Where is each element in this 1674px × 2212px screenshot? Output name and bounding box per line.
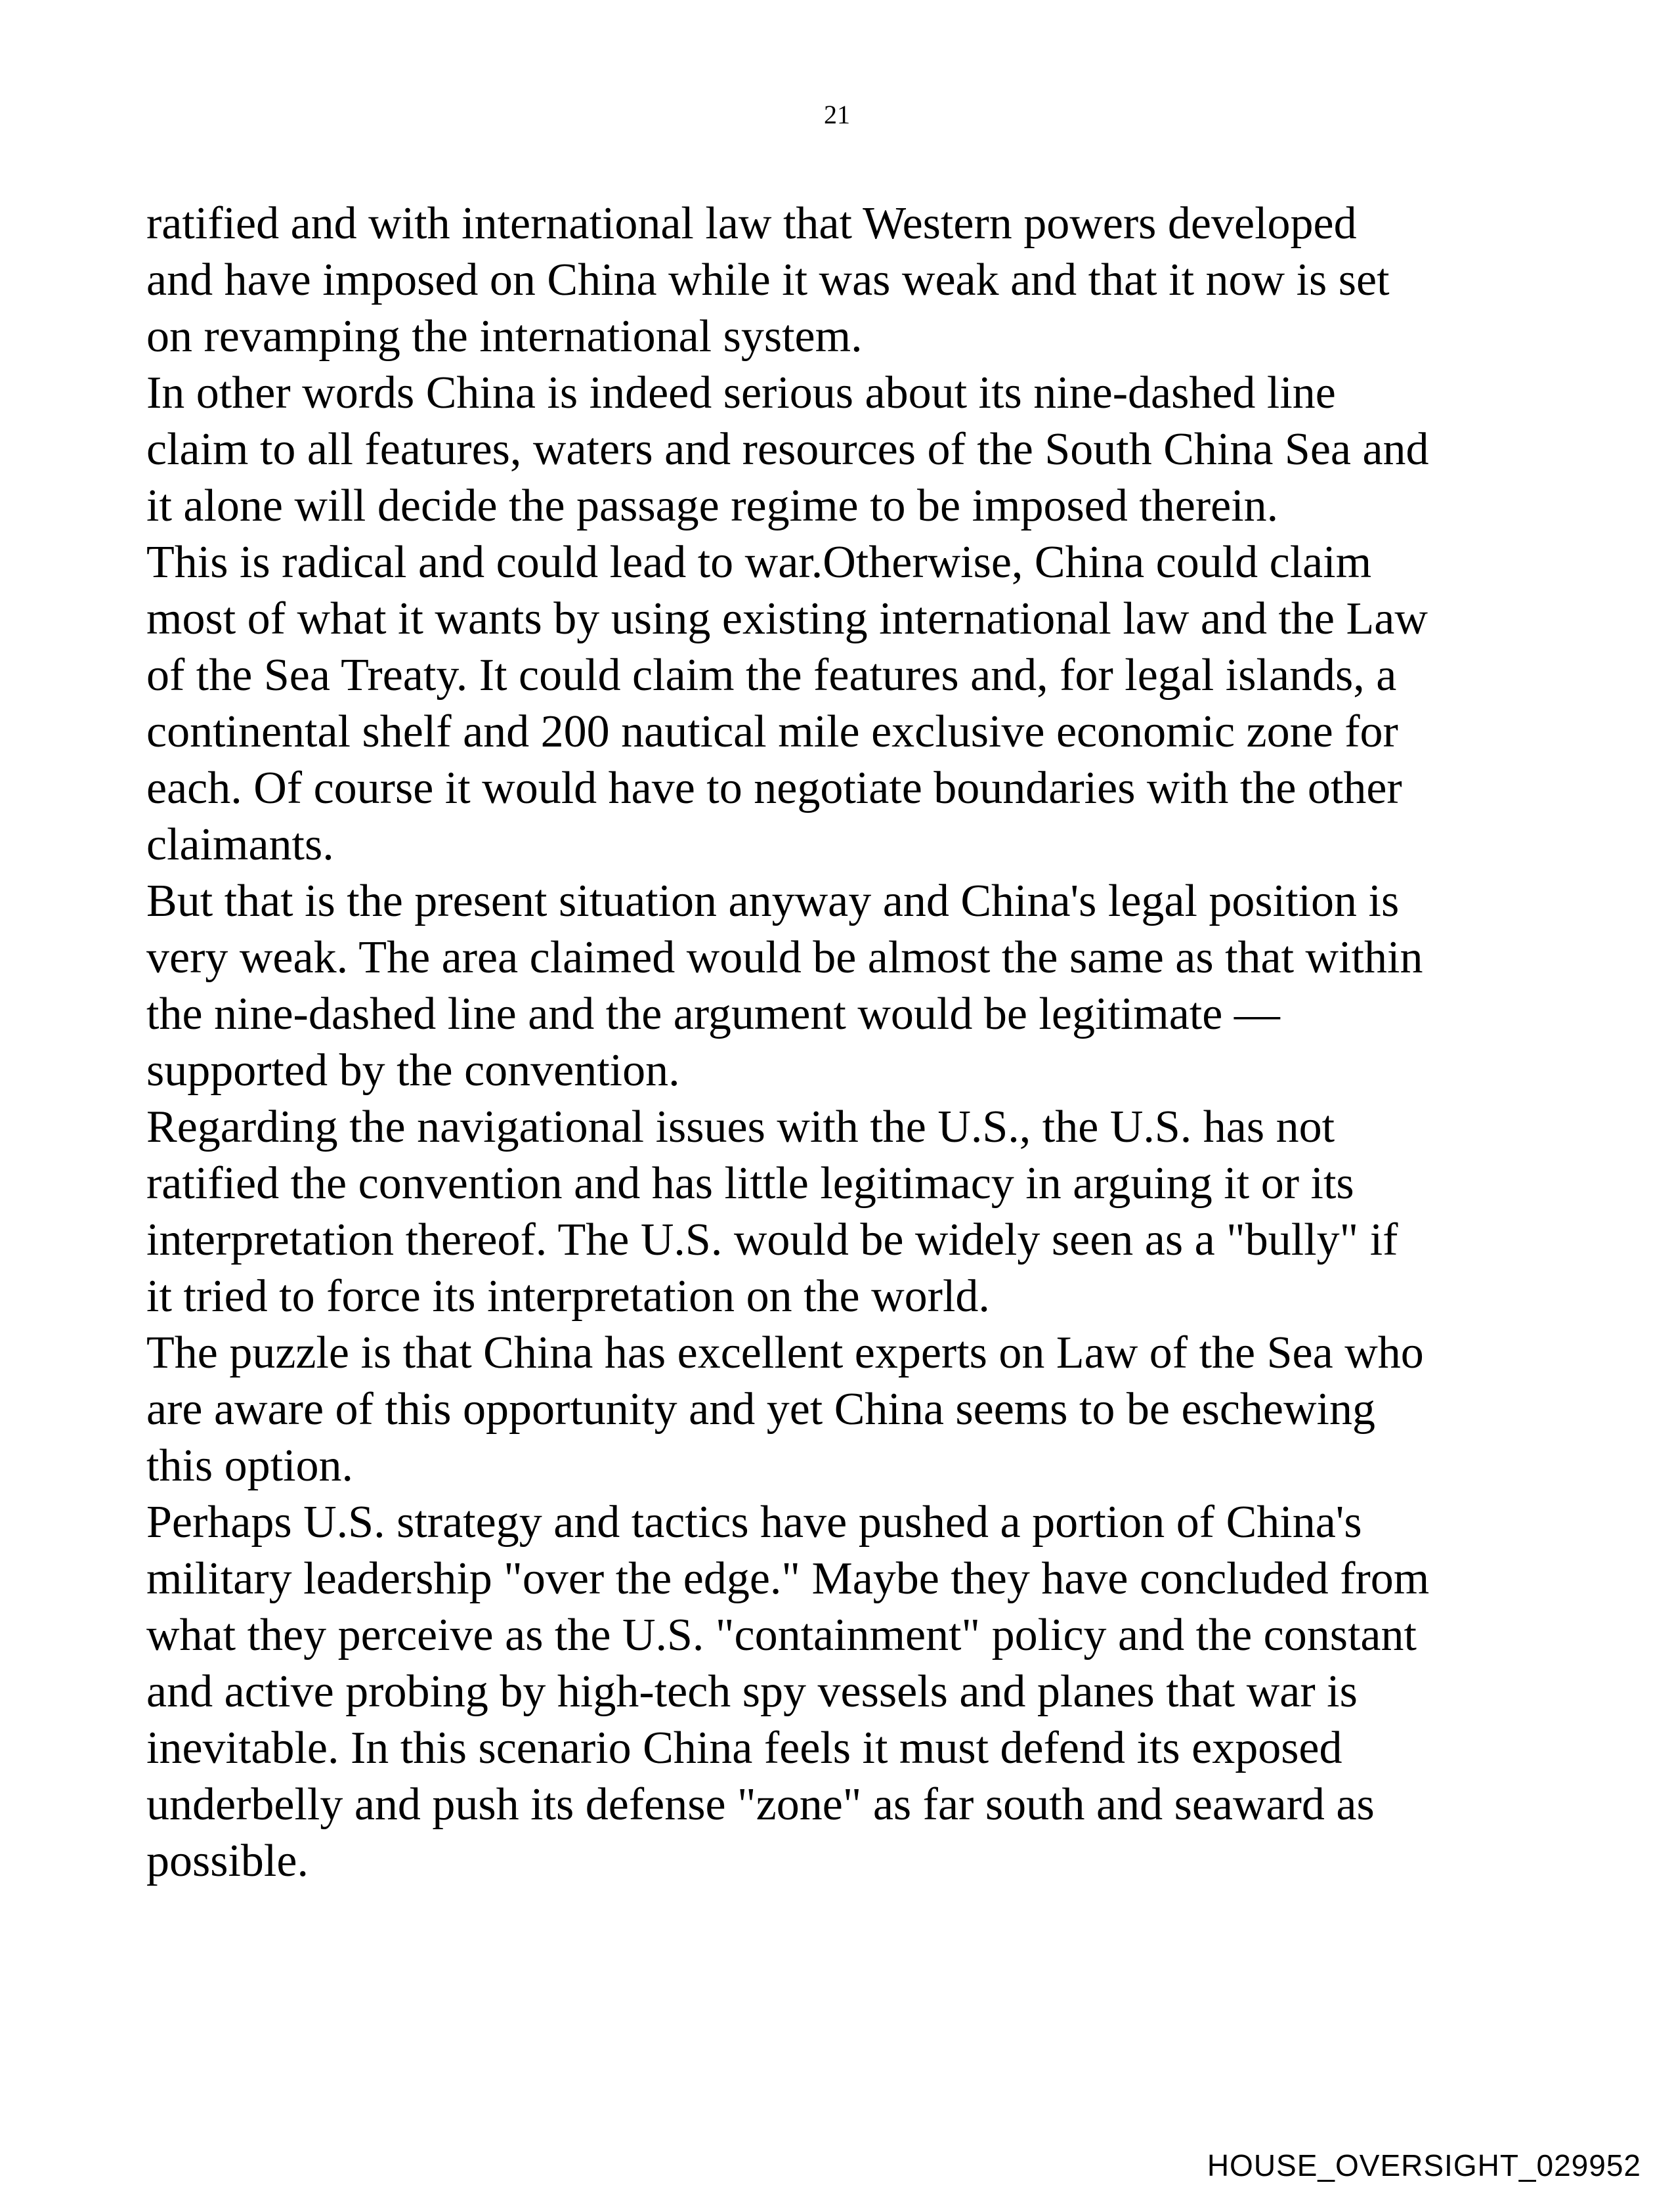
page-number: 21 — [824, 100, 850, 129]
paragraph: But that is the present situation anyway and China's legal position is very weak. The area claimed would be almost the same as that within the nine-dashed line and the argument would be legitimate — supported by the convention. — [146, 876, 1423, 1096]
paragraph: Perhaps U.S. strategy and tactics have pushed a portion of China's military leadership "over the edge." Maybe they have concluded from what they perceive as the U.S. "containment" policy and the constant and active probing by high-tech spy vessels and planes that war is inevitable. In this scenario China feels it must defend its exposed underbelly and push its defense "zone" as far south and seaward as possible. — [146, 1497, 1430, 1886]
bates-stamp: HOUSE_OVERSIGHT_029952 — [1207, 2148, 1641, 2182]
paragraph: In other words China is indeed serious about its nine-dashed line claim to all features, waters and resources of the South China Sea and it alone will decide the passage regime to be imposed therein. — [146, 368, 1429, 531]
paragraph: Regarding the navigational issues with the U.S., the U.S. has not ratified the convention and has little legitimacy in arguing it or its interpretation thereof. The U.S. would be widely seen as a "bully" if it tried to force its interpretation on the world. — [146, 1102, 1398, 1322]
paragraph: ratified and with international law that Western powers developed and have imposed on China while it was weak and that it now is set on revamping the international system. — [146, 198, 1390, 362]
paragraph: The puzzle is that China has excellent experts on Law of the Sea who are aware of this opportunity and yet China seems to be eschewing this option. — [146, 1328, 1424, 1491]
paragraph: This is radical and could lead to war.Otherwise, China could claim most of what it wants by using existing international law and the Law of the Sea Treaty. It could claim the features and, for legal islands, a continental shelf and 200 nautical mile exclusive economic zone for each. Of course it would have to negotiate boundaries with the other claimants. — [146, 537, 1428, 870]
document-body — [146, 196, 1525, 1890]
